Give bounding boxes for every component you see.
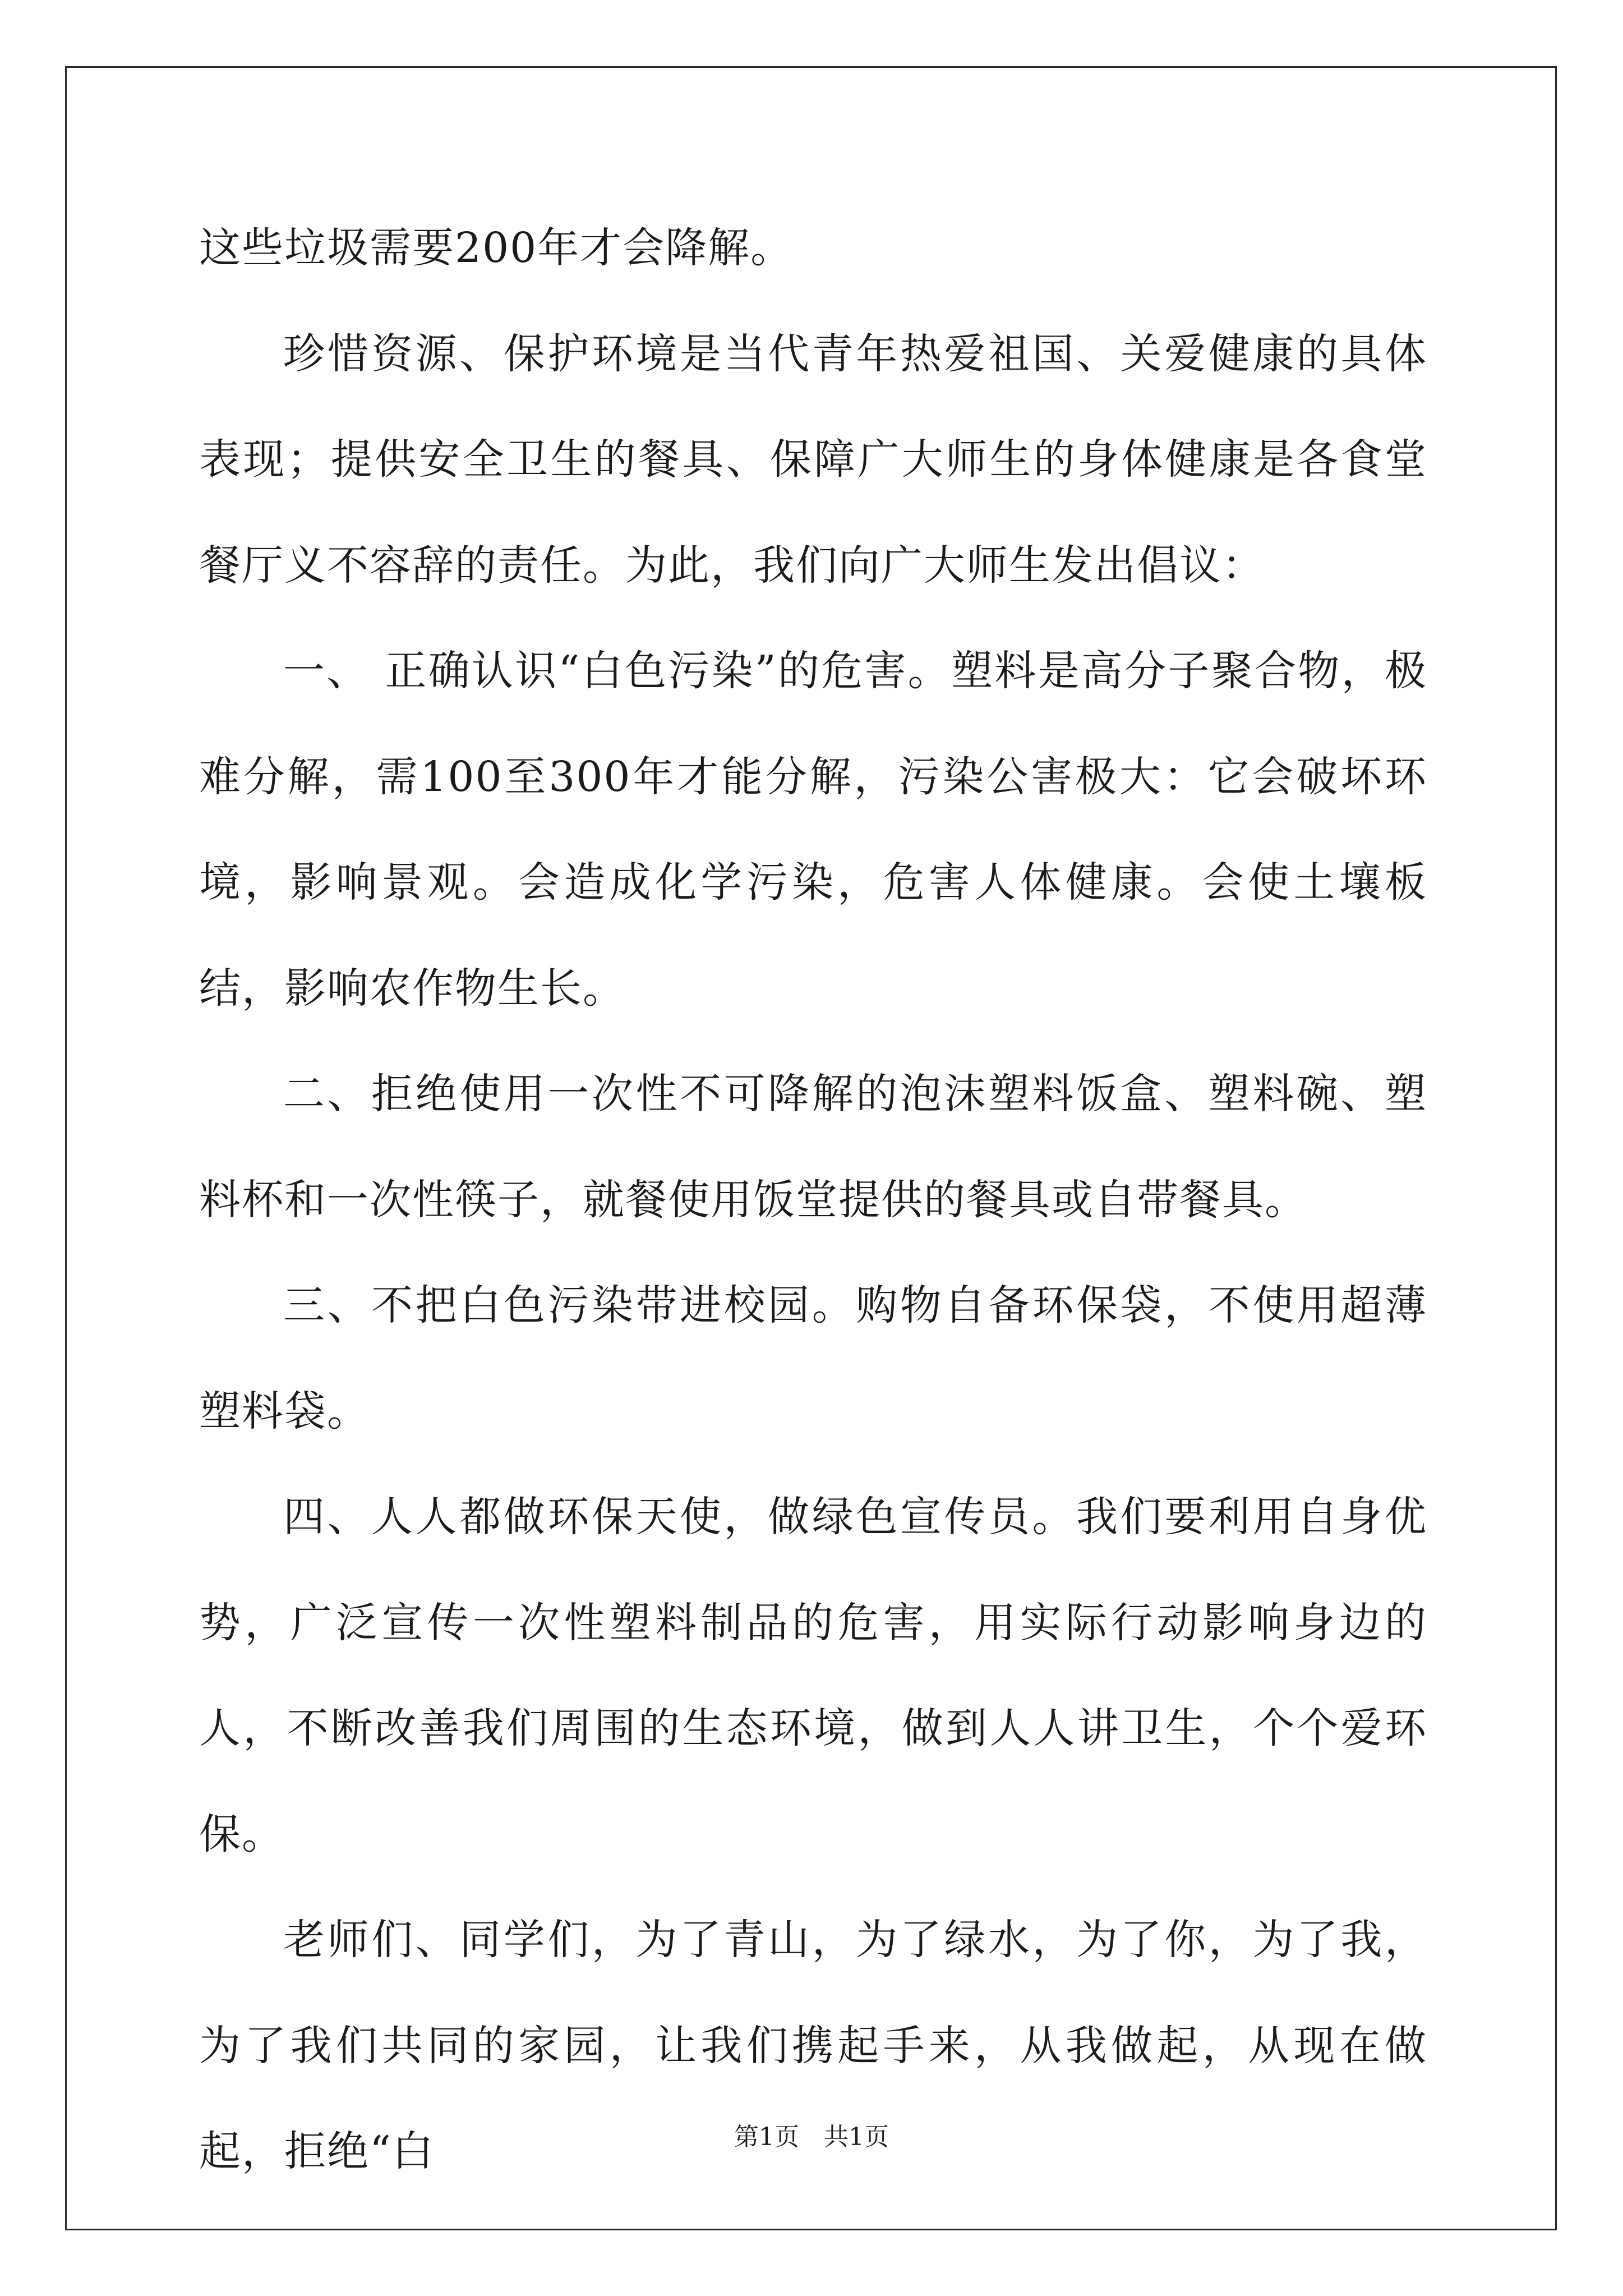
document-body (199, 195, 1427, 2205)
paragraph-2: 珍惜资源、保护环境是当代青年热爱祖国、关爱健康的具体表现；提供安全卫生的餐具、保障广大师生的身体健康是各食堂餐厅义不容辞的责任。为此，我们向广大师生发出倡议： (199, 329, 1427, 590)
paragraph-7: 老师们、同学们，为了青山，为了绿水，为了你，为了我，为了我们共同的家园，让我们携起手来，从我做起，从现在做起，拒绝“白 (199, 1916, 1427, 2175)
page-footer (0, 2120, 1623, 2154)
paragraph-3: 一、 正确认识“白色污染”的危害。塑料是高分子聚合物，极难分解，需100至300年才能分解，污染公害极大：它会破坏环境，影响景观。会造成化学污染，危害人体健康。会使土壤板结，影响农作物生长。 (199, 647, 1427, 1013)
paragraph-6: 四、人人都做环保天使，做绿色宣传员。我们要利用自身优势，广泛宣传一次性塑料制品的危害，用实际行动影响身边的人，不断改善我们周围的生态环境，做到人人讲卫生，个个爱环保。 (199, 1493, 1427, 1858)
paragraph-1: 这些垃圾需要200年才会降解。 (199, 224, 794, 272)
page-number: 第1页 (734, 2123, 799, 2151)
page-total: 共1页 (824, 2123, 889, 2151)
paragraph-4: 二、拒绝使用一次性不可降解的泡沫塑料饭盒、塑料碗、塑料杯和一次性筷子，就餐使用饭堂提供的餐具或自带餐具。 (199, 1070, 1427, 1224)
paragraph-5: 三、不把白色污染带进校园。购物自备环保袋，不使用超薄塑料袋。 (199, 1281, 1427, 1435)
